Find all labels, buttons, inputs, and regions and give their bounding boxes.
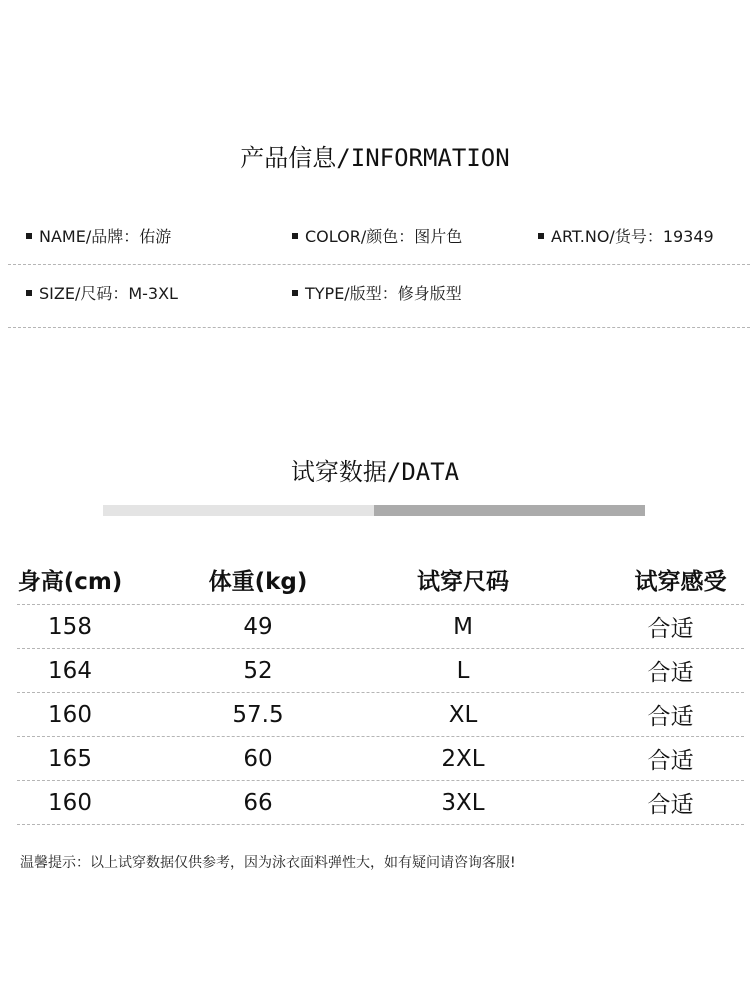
- table-row: [17, 737, 744, 781]
- cell-feeling: 合适: [647, 704, 694, 730]
- cell-weight: 52: [243, 657, 273, 684]
- bullet-icon: [538, 233, 544, 239]
- cell-weight: 57.5: [232, 701, 284, 728]
- cell-size: M: [453, 613, 473, 640]
- cell-size: XL: [448, 701, 478, 728]
- info-item-type: [292, 279, 462, 309]
- table-row: [17, 781, 744, 825]
- cell-weight: 60: [243, 745, 273, 772]
- section-progress-bar: [103, 505, 645, 516]
- info-item-size: [26, 279, 178, 309]
- info-section-title: 产品信息/INFORMATION: [240, 144, 510, 172]
- header-weight: 体重(kg): [208, 569, 308, 595]
- info-row-2: [0, 279, 750, 309]
- info-divider-1: [8, 264, 750, 265]
- info-divider-2: [8, 327, 750, 328]
- info-item-name: [26, 222, 171, 252]
- info-name-text: NAME/品牌：佑游: [39, 227, 172, 246]
- header-height: 身高(cm): [17, 569, 123, 595]
- bullet-icon: [292, 233, 298, 239]
- data-section-title: 试穿数据/DATA: [290, 458, 460, 486]
- cell-height: 160: [48, 789, 92, 816]
- bullet-icon: [292, 290, 298, 296]
- table-row: [17, 605, 744, 649]
- table-row: [17, 649, 744, 693]
- cell-size: L: [456, 657, 470, 684]
- fitting-data-table: [17, 555, 744, 825]
- cell-height: 165: [48, 745, 92, 772]
- cell-feeling: 合适: [647, 792, 694, 818]
- cell-height: 160: [48, 701, 92, 728]
- footnote-tip: 温馨提示：以上试穿数据仅供参考，因为泳衣面料弹性大，如有疑问请咨询客服!: [20, 855, 516, 871]
- info-color-text: COLOR/颜色：图片色: [305, 227, 463, 246]
- cell-feeling: 合适: [647, 748, 694, 774]
- info-item-color: [292, 222, 462, 252]
- info-art-no-text: ART.NO/货号：19349: [551, 227, 714, 246]
- cell-height: 164: [48, 657, 92, 684]
- info-row-1: [0, 222, 750, 252]
- cell-weight: 49: [243, 613, 273, 640]
- cell-weight: 66: [243, 789, 273, 816]
- table-row: [17, 693, 744, 737]
- info-item-art-no: [538, 222, 714, 252]
- cell-height: 158: [48, 613, 92, 640]
- info-type-text: TYPE/版型：修身版型: [305, 284, 462, 303]
- header-size: 试穿尺码: [417, 569, 509, 595]
- cell-feeling: 合适: [647, 660, 694, 686]
- bullet-icon: [26, 290, 32, 296]
- bullet-icon: [26, 233, 32, 239]
- cell-size: 2XL: [441, 745, 485, 772]
- cell-feeling: 合适: [647, 616, 694, 642]
- cell-size: 3XL: [441, 789, 485, 816]
- header-feeling: 试穿感受: [634, 569, 727, 595]
- table-header-row: [17, 555, 744, 605]
- progress-bar-fill: [374, 505, 645, 516]
- info-size-text: SIZE/尺码：M-3XL: [39, 284, 178, 303]
